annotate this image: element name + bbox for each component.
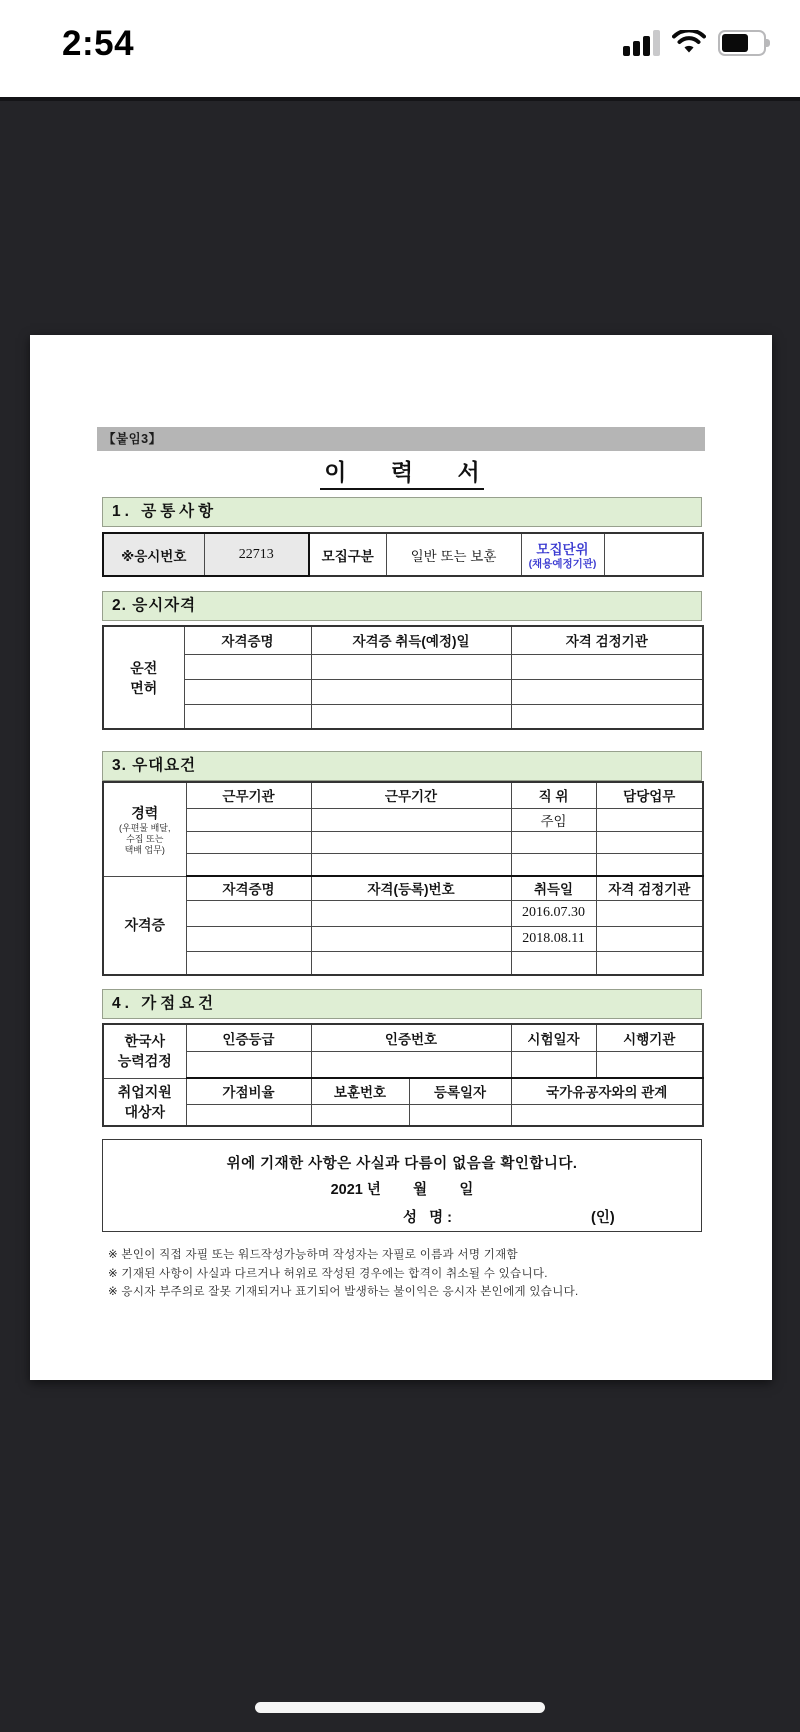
table-cell <box>184 704 311 729</box>
table-cell <box>596 900 703 926</box>
table-cell <box>311 900 511 926</box>
column-header: 인증번호 <box>311 1024 511 1051</box>
section1-table <box>102 532 704 577</box>
home-indicator[interactable] <box>255 1702 545 1713</box>
resume-document-page <box>30 335 772 1380</box>
column-header: 자격 검정기관 <box>511 626 703 654</box>
recruit-unit-label-cell: 모집단위 (채용예정기관) <box>521 533 604 576</box>
table-cell <box>186 1104 311 1126</box>
section4-table <box>102 1023 704 1127</box>
column-header: 시험일자 <box>511 1024 596 1051</box>
column-header: 가점비율 <box>186 1078 311 1104</box>
column-header: 인증등급 <box>186 1024 311 1051</box>
license-date-cell: 2016.07.30 <box>511 900 596 926</box>
table-cell <box>596 808 703 831</box>
table-cell <box>311 654 511 679</box>
table-cell <box>311 1051 511 1078</box>
table-cell <box>311 808 511 831</box>
battery-icon <box>718 30 772 56</box>
recruit-type-value-cell: 일반 또는 보훈 <box>386 533 521 576</box>
recruit-unit-value-cell <box>604 533 703 576</box>
driver-license-label-cell: 운전 면허 <box>103 626 184 729</box>
career-label-cell: 경력 (우편물 배달, 수집 또는 택배 업무) <box>103 782 186 876</box>
attachment-tag-bar: 【붙임3】 <box>97 427 705 451</box>
table-cell <box>184 654 311 679</box>
table-cell <box>311 951 511 975</box>
document-title: 이 력 서 <box>102 454 702 487</box>
document-viewer[interactable] <box>0 97 800 1732</box>
status-bar <box>0 0 800 97</box>
table-cell <box>596 926 703 951</box>
clock: 2:54 <box>62 24 135 63</box>
table-cell <box>186 900 311 926</box>
korean-history-label-cell: 한국사 능력검정 <box>103 1024 186 1078</box>
table-cell <box>596 853 703 876</box>
footnotes <box>108 1246 702 1302</box>
column-header: 자격증명 <box>186 876 311 900</box>
footnote: ※ 응시자 부주의로 잘못 기재되거나 표기되어 발생하는 불이익은 응시자 본인에게 있습니다. <box>108 1286 579 1298</box>
table-cell <box>311 926 511 951</box>
table-cell <box>596 1051 703 1078</box>
cellular-signal-icon <box>623 30 660 56</box>
table-cell <box>511 654 703 679</box>
footnote: ※ 기재된 사항이 사실과 다르거나 허위로 작성된 경우에는 합격이 취소될 수 있습니다. <box>108 1267 548 1280</box>
table-cell <box>186 1051 311 1078</box>
status-icons <box>623 30 772 56</box>
table-cell <box>186 853 311 876</box>
table-cell <box>511 853 596 876</box>
license-label-cell: 자격증 <box>103 876 186 975</box>
declaration-date: 2021 년 월 일 <box>330 1182 474 1198</box>
declaration-text: 위에 기재한 사항은 사실과 다름이 없음을 확인합니다. <box>226 1156 578 1172</box>
column-header: 직 위 <box>511 782 596 808</box>
table-cell <box>511 704 703 729</box>
table-cell <box>596 831 703 853</box>
table-cell <box>186 926 311 951</box>
column-header: 등록일자 <box>409 1078 511 1104</box>
table-cell <box>186 951 311 975</box>
wifi-icon <box>672 30 706 56</box>
table-cell <box>511 1104 703 1126</box>
column-header: 국가유공자와의 관계 <box>511 1078 703 1104</box>
recruit-type-label-cell: 모집구분 <box>309 533 386 576</box>
section4-heading: 4. 가점요건 <box>102 989 702 1019</box>
exam-no-value-cell: 22713 <box>204 533 309 576</box>
license-date-cell: 2018.08.11 <box>511 926 596 951</box>
column-header: 시행기관 <box>596 1024 703 1051</box>
column-header: 근무기간 <box>311 782 511 808</box>
table-cell <box>409 1104 511 1126</box>
table-cell <box>311 1104 409 1126</box>
exam-no-label-cell: ※응시번호 <box>103 533 204 576</box>
section3-table <box>102 781 704 976</box>
table-cell <box>311 704 511 729</box>
section1-heading: 1. 공통사항 <box>102 497 702 527</box>
table-cell <box>184 679 311 704</box>
table-cell <box>311 831 511 853</box>
table-cell <box>511 951 596 975</box>
section2-heading: 2. 응시자격 <box>102 591 702 621</box>
table-cell <box>596 951 703 975</box>
position-value-cell: 주임 <box>511 808 596 831</box>
column-header: 자격증명 <box>184 626 311 654</box>
table-cell <box>311 679 511 704</box>
column-header: 취득일 <box>511 876 596 900</box>
table-cell <box>186 831 311 853</box>
seal-label: (인) <box>591 1210 615 1226</box>
column-header: 자격증 취득(예정)일 <box>311 626 511 654</box>
table-cell <box>186 808 311 831</box>
section3-heading: 3. 우대요건 <box>102 751 702 781</box>
column-header: 자격(등록)번호 <box>311 876 511 900</box>
column-header: 자격 검정기관 <box>596 876 703 900</box>
declaration-box <box>102 1139 702 1232</box>
section2-table <box>102 625 704 730</box>
footnote: ※ 본인이 직접 자필 또는 워드작성가능하며 작성자는 자필로 이름과 서명 기재함 <box>108 1249 518 1261</box>
column-header: 담당업무 <box>596 782 703 808</box>
table-cell <box>311 853 511 876</box>
column-header: 보훈번호 <box>311 1078 409 1104</box>
column-header: 근무기관 <box>186 782 311 808</box>
table-cell <box>511 679 703 704</box>
table-cell <box>511 1051 596 1078</box>
signature-name-label: 성 명 : <box>403 1210 452 1226</box>
table-cell <box>511 831 596 853</box>
veteran-support-label-cell: 취업지원 대상자 <box>103 1078 186 1126</box>
